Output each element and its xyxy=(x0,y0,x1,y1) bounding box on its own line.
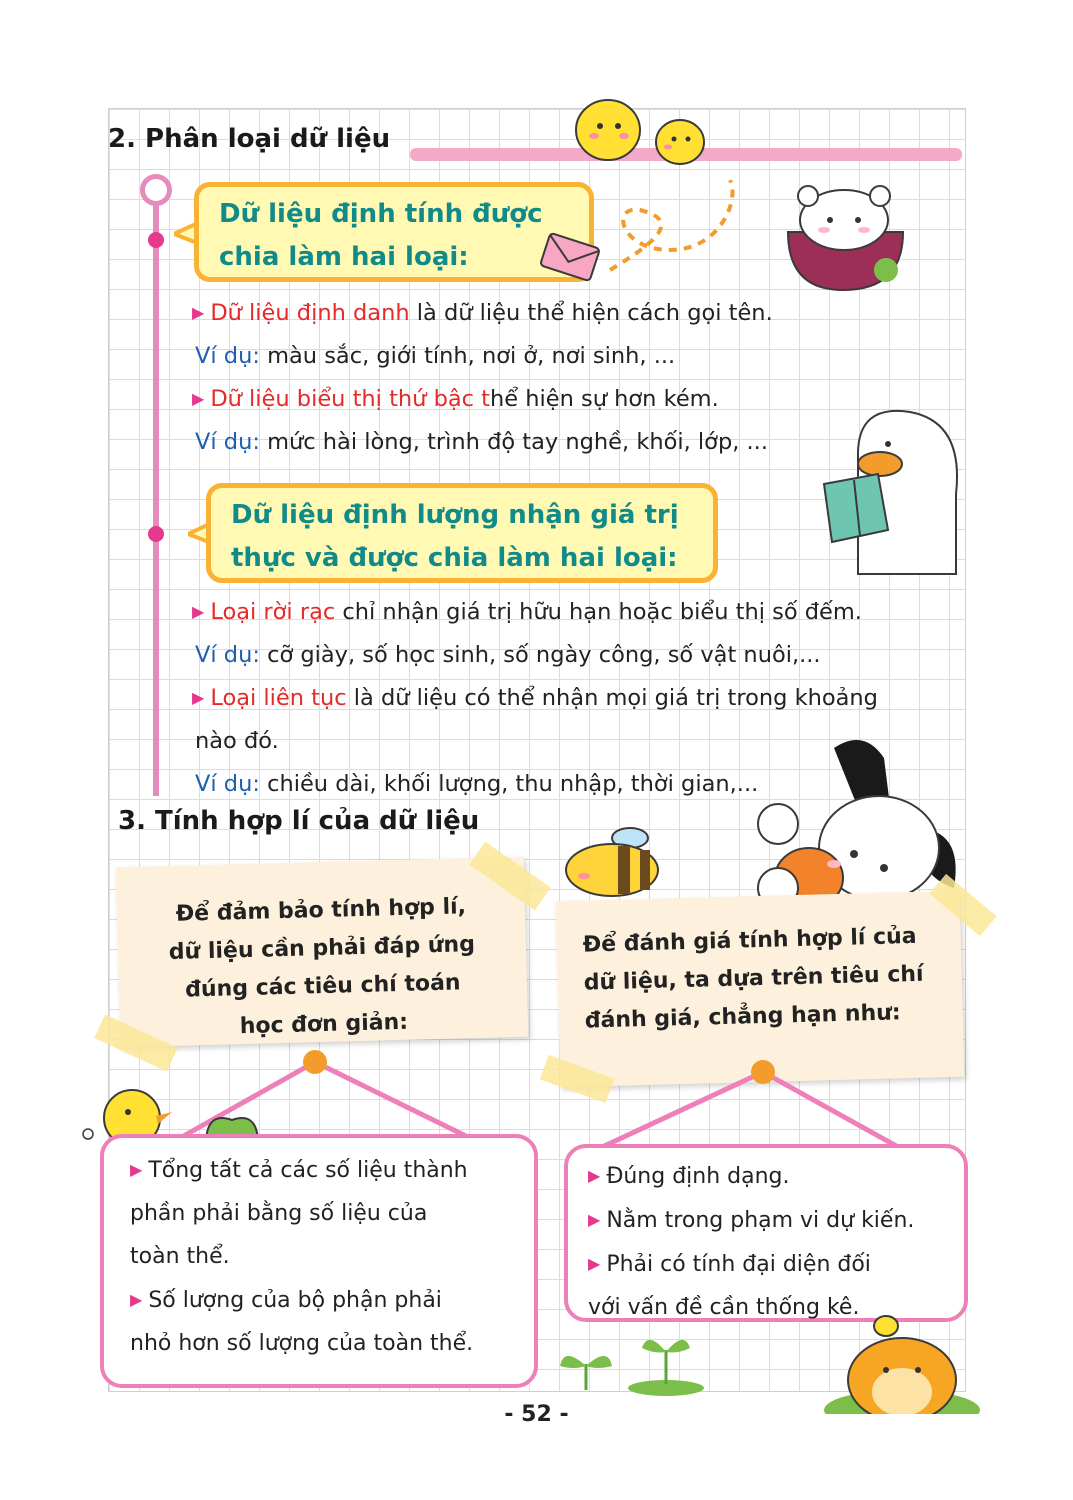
bullet-icon: ▶ xyxy=(192,303,205,322)
example-label: Ví dụ: xyxy=(195,429,260,455)
envelope-icon xyxy=(538,232,602,282)
callout-line: chia làm hai loại: xyxy=(219,242,469,272)
bullet-icon: ▶ xyxy=(192,602,205,621)
bullet-icon: ▶ xyxy=(588,1210,601,1229)
note-line: học đơn giản: xyxy=(239,1009,409,1040)
example-text: mức hài lòng, trình độ tay nghề, khối, lớp, ... xyxy=(259,429,768,455)
note-line: Để đánh giá tính hợp lí của xyxy=(582,923,917,958)
item-discrete xyxy=(192,597,862,627)
example-label: Ví dụ: xyxy=(195,771,260,797)
hamster-illustration xyxy=(822,1310,982,1414)
callout-line: thực và được chia làm hai loại: xyxy=(231,543,678,573)
example-nominal xyxy=(195,341,675,371)
term: Loại rời rạc xyxy=(210,599,336,625)
note-line: đánh giá, chẳng hạn như: xyxy=(584,1000,901,1034)
item-continuous-cont: nào đó. xyxy=(195,728,279,754)
example-ordinal xyxy=(195,427,768,457)
example-continuous xyxy=(195,769,758,799)
term: Dữ liệu định danh xyxy=(210,300,410,326)
example-label: Ví dụ: xyxy=(195,642,260,668)
bullet-icon: ▶ xyxy=(192,688,205,707)
bullet-icon: ▶ xyxy=(588,1254,601,1273)
bear-illustration xyxy=(778,182,918,292)
criteria-box-right xyxy=(564,1144,968,1322)
bee-illustration xyxy=(560,824,670,900)
criteria-line: ▶ Số lượng của bộ phận phải xyxy=(130,1278,512,1322)
criteria-line: ▶ Phải có tính đại diện đối xyxy=(588,1242,950,1286)
note-line: Để đảm bảo tính hợp lí, xyxy=(175,894,467,927)
bullet-icon: ▶ xyxy=(588,1166,601,1185)
timeline-dot xyxy=(148,526,164,542)
note-line: đúng các tiêu chí toán xyxy=(184,970,461,1003)
callout-line: Dữ liệu định lượng nhận giá trị xyxy=(231,500,679,530)
note-line: dữ liệu, ta dựa trên tiêu chí xyxy=(583,961,924,996)
timeline-line xyxy=(153,196,159,796)
item-nominal xyxy=(192,298,773,328)
dashed-path-decoration xyxy=(600,180,800,280)
item-ordinal xyxy=(192,384,719,414)
callout-qualitative xyxy=(194,182,594,282)
sprout-icon xyxy=(626,1330,706,1396)
example-text: cỡ giày, số học sinh, số ngày công, số vật nuôi,... xyxy=(259,642,821,668)
criteria-line: ▶ Đúng định dạng. xyxy=(588,1154,950,1198)
duck-reading-illustration xyxy=(818,404,974,580)
note-left xyxy=(116,857,529,1048)
item-continuous xyxy=(192,683,878,713)
chick-illustration xyxy=(570,92,710,172)
example-discrete xyxy=(195,640,821,670)
definition: hể hiện sự hơn kém. xyxy=(490,386,719,412)
section-3-heading: 3. Tính hợp lí của dữ liệu xyxy=(118,806,480,836)
criteria-line: với vấn đề cần thống kê. xyxy=(588,1295,860,1320)
criteria-line: phần phải bằng số liệu của xyxy=(130,1201,428,1226)
timeline-dot xyxy=(148,232,164,248)
note-line: dữ liệu cần phải đáp ứng xyxy=(168,931,476,966)
definition: là dữ liệu thể hiện cách gọi tên. xyxy=(409,300,773,326)
callout-line: Dữ liệu định tính được xyxy=(219,199,543,229)
bullet-icon: ▶ xyxy=(192,389,205,408)
criteria-box-left xyxy=(100,1134,538,1388)
timeline-ring xyxy=(140,174,172,206)
sprout-icon xyxy=(556,1340,616,1390)
page-number: - 52 - xyxy=(504,1402,569,1427)
example-text: chiều dài, khối lượng, thu nhập, thời gian,... xyxy=(259,771,759,797)
definition: là dữ liệu có thể nhận mọi giá trị trong khoảng xyxy=(346,685,878,711)
example-text: màu sắc, giới tính, nơi ở, nơi sinh, ... xyxy=(259,343,676,369)
criteria-line: ▶ Nằm trong phạm vi dự kiến. xyxy=(588,1198,950,1242)
term: Dữ liệu biểu thị thứ bậc t xyxy=(210,386,490,412)
criteria-line: nhỏ hơn số lượng của toàn thể. xyxy=(130,1331,474,1356)
example-label: Ví dụ: xyxy=(195,343,260,369)
definition: chỉ nhận giá trị hữu hạn hoặc biểu thị số đếm. xyxy=(335,599,862,625)
criteria-line: ▶ Tổng tất cả các số liệu thành xyxy=(130,1148,512,1192)
criteria-line: toàn thể. xyxy=(130,1244,230,1269)
callout-quantitative xyxy=(206,483,718,583)
term: Loại liên tục xyxy=(210,685,347,711)
bullet-icon: ▶ xyxy=(130,1290,143,1309)
section-2-heading: 2. Phân loại dữ liệu xyxy=(108,124,391,154)
bullet-icon: ▶ xyxy=(130,1160,143,1179)
